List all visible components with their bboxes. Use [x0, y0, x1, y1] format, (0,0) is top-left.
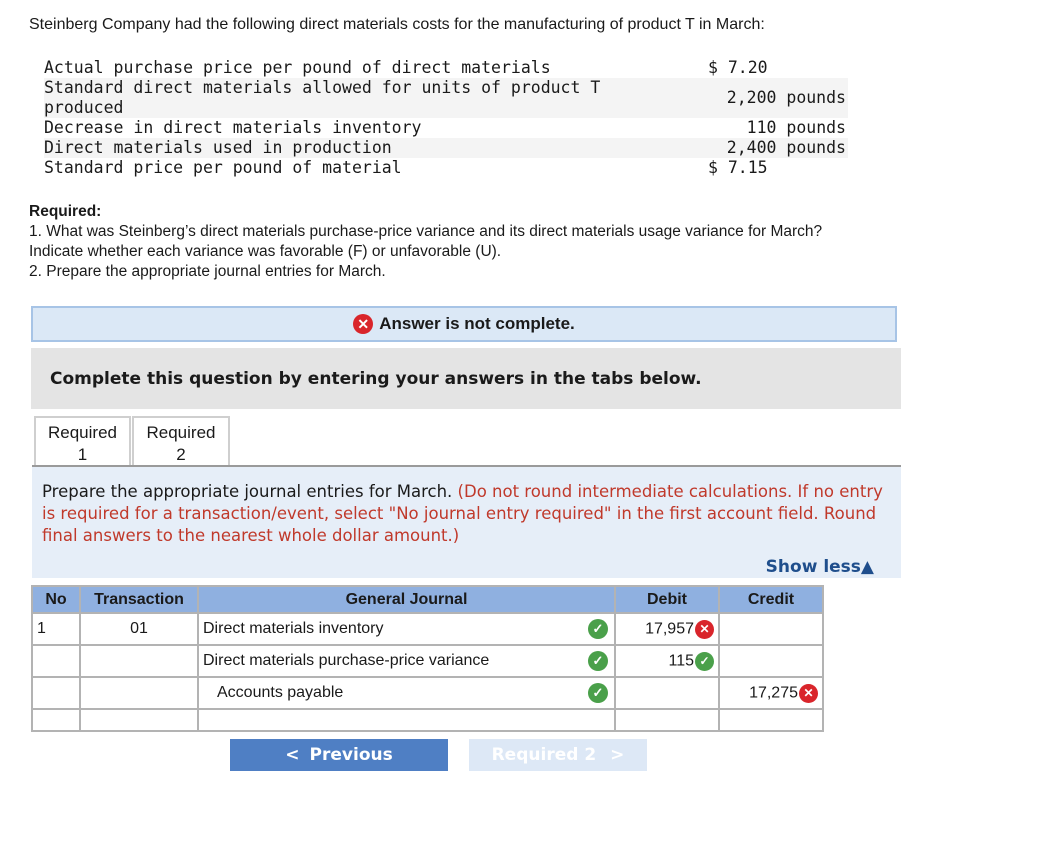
chevron-left-icon: <	[285, 745, 300, 765]
header-no: No	[32, 586, 80, 613]
cost-row	[44, 78, 848, 118]
debit-value: 17,957	[645, 620, 694, 638]
check-icon: ✓	[588, 619, 608, 639]
cost-value: 110 pounds	[746, 118, 846, 137]
instructions-main: Prepare the appropriate journal entries for March.	[42, 482, 453, 501]
header-transaction: Transaction	[80, 586, 198, 613]
cost-value: $ 7.15	[708, 158, 768, 177]
cell-no: 1	[32, 613, 80, 645]
credit-input[interactable]	[719, 645, 823, 677]
credit-input[interactable]	[719, 613, 823, 645]
required-heading: Required:	[29, 203, 102, 220]
credit-input[interactable]	[719, 677, 823, 709]
debit-input[interactable]	[615, 645, 719, 677]
check-icon: ✓	[588, 683, 608, 703]
required-item-2: 2. Prepare the appropriate journal entries for March.	[29, 263, 386, 280]
account-select[interactable]	[198, 613, 615, 645]
account-name: Direct materials inventory	[203, 620, 384, 637]
cost-label: Standard price per pound of material	[44, 158, 402, 177]
cost-data-table	[44, 58, 848, 178]
cost-label: Decrease in direct materials inventory	[44, 118, 422, 137]
account-select[interactable]	[198, 709, 615, 731]
x-circle-icon: ✕	[799, 684, 818, 703]
x-circle-icon: ✕	[695, 620, 714, 639]
required-item-1b: Indicate whether each variance was favorable (F) or unfavorable (U).	[29, 243, 502, 260]
cost-label: Direct materials used in production	[44, 138, 392, 157]
table-row	[32, 645, 823, 677]
cost-value: $ 7.20	[708, 58, 768, 77]
cost-label: Actual purchase price per pound of direct materials	[44, 58, 551, 77]
journal-entry-table	[31, 585, 824, 732]
table-row	[32, 677, 823, 709]
header-general-journal: General Journal	[198, 586, 615, 613]
x-circle-icon: ✕	[353, 314, 373, 334]
answer-status-banner	[31, 306, 897, 342]
cost-value: 2,200 pounds	[726, 88, 846, 107]
required-item-1: 1. What was Steinberg’s direct materials purchase-price variance and its direct materials usage variance for March?	[29, 223, 823, 240]
cell-no	[32, 677, 80, 709]
previous-label: Previous	[309, 745, 393, 765]
previous-button[interactable]	[230, 739, 448, 771]
debit-input[interactable]	[615, 709, 719, 731]
answer-status-text: Answer is not complete.	[379, 314, 575, 333]
tab-bar	[34, 416, 230, 466]
cell-transaction	[80, 677, 198, 709]
check-icon: ✓	[588, 651, 608, 671]
tab-label-num: 1	[77, 445, 88, 464]
header-debit: Debit	[615, 586, 719, 613]
show-less-link[interactable]: Show less▲	[765, 557, 874, 577]
required-section	[29, 202, 822, 282]
account-select[interactable]	[198, 677, 615, 709]
cost-value: 2,400 pounds	[726, 138, 846, 157]
tab-content-panel	[32, 465, 901, 578]
table-row	[32, 709, 823, 731]
debit-input[interactable]	[615, 613, 719, 645]
cell-no	[32, 645, 80, 677]
complete-instructions	[31, 348, 901, 409]
account-name: Accounts payable	[217, 684, 344, 701]
cell-transaction: 01	[80, 613, 198, 645]
next-label: Required 2	[491, 745, 597, 765]
cell-transaction	[80, 645, 198, 677]
tab-label: Required	[48, 423, 117, 442]
account-name: Direct materials purchase-price variance	[203, 652, 490, 669]
next-tab-button[interactable]	[469, 739, 647, 771]
journal-instructions	[42, 481, 892, 547]
cell-no	[32, 709, 80, 731]
table-row	[32, 613, 823, 645]
debit-input[interactable]	[615, 677, 719, 709]
credit-value: 17,275	[749, 684, 798, 702]
cost-row	[44, 118, 848, 138]
tab-required-1[interactable]	[34, 416, 131, 466]
tab-label-num: 2	[176, 445, 186, 464]
header-credit: Credit	[719, 586, 823, 613]
chevron-right-icon: >	[610, 745, 625, 765]
debit-value: 115	[668, 652, 694, 670]
problem-intro: Steinberg Company had the following direct materials costs for the manufacturing of product T in March:	[29, 16, 765, 33]
cost-row	[44, 158, 848, 178]
instructions-note: (Do not round intermediate calculations. If no entry is required for a transaction/event, select "No journal entry required" in the first account field. Round final answers to the nearest whole dollar amount.)	[42, 482, 883, 545]
cost-row	[44, 138, 848, 158]
credit-input[interactable]	[719, 709, 823, 731]
check-icon: ✓	[695, 652, 714, 671]
account-select[interactable]	[198, 645, 615, 677]
cost-label: Standard direct materials allowed for units of product T produced	[44, 78, 601, 117]
complete-text: Complete this question by entering your answers in the tabs below.	[50, 368, 702, 389]
cost-row	[44, 58, 848, 78]
tab-label: Required	[146, 423, 216, 442]
tab-required-2[interactable]	[132, 416, 230, 466]
cell-transaction	[80, 709, 198, 731]
